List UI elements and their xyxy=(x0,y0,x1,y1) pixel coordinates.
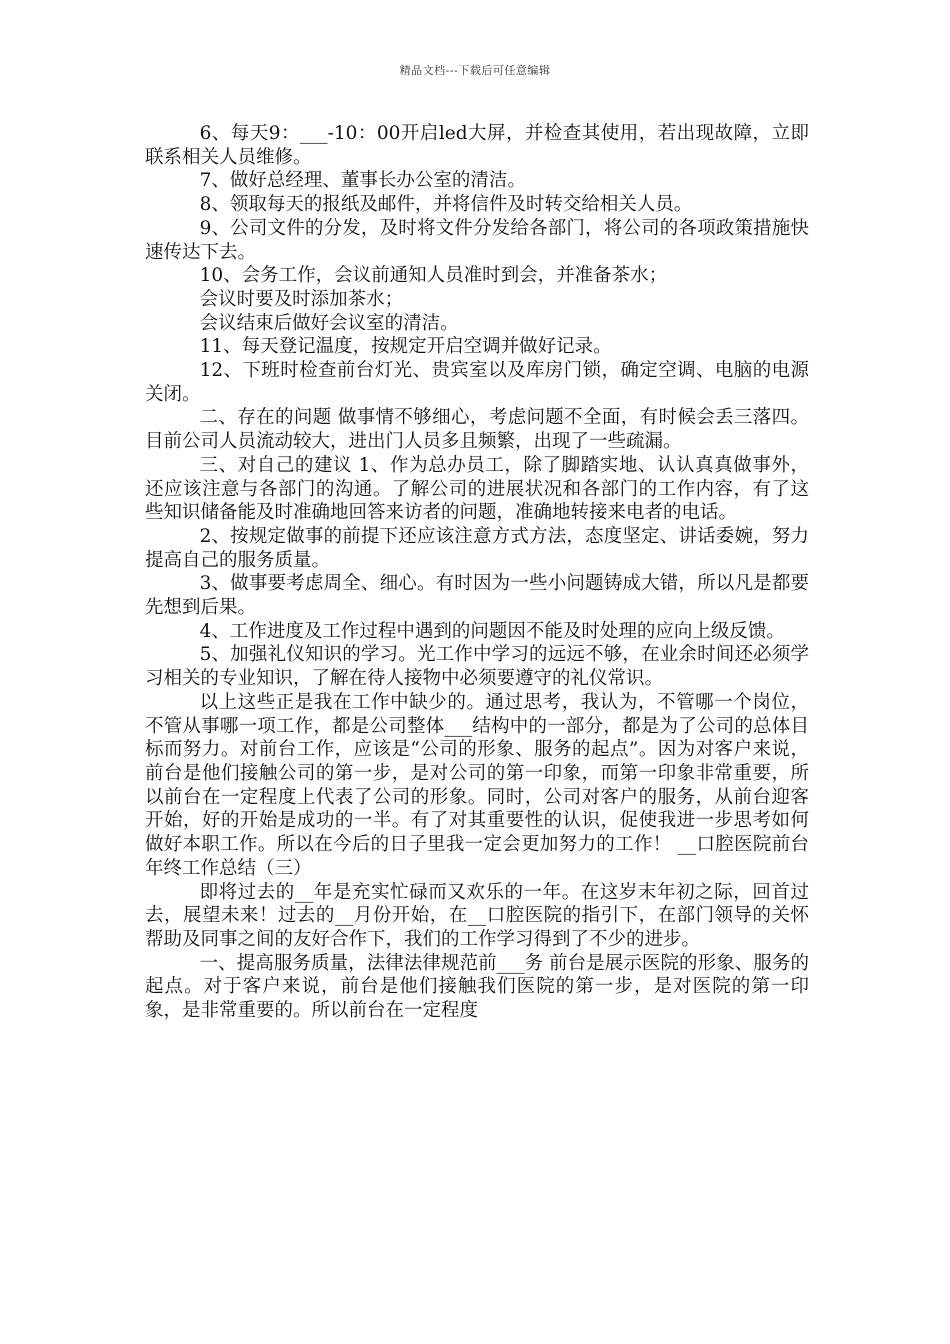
paragraph: 5、加强礼仪知识的学习。光工作中学习的远远不够，在业余时间还必须学习相关的专业知识，了解在待人接物中必须要遵守的礼仪常识。 xyxy=(145,644,809,690)
paragraph: 10、会务工作，会议前通知人员准时到会，并准备茶水； xyxy=(199,265,668,287)
paragraph: 一、提高服务质量，法律法律规范前___务 前台是展示医院的形象、服务的起点。对于客户来说，前台是他们接触我们医院的第一步，是对医院的第一印象，是非常重要的。所以前台在一定程度 xyxy=(145,952,809,1022)
paragraph: 4、工作进度及工作过程中遇到的问题因不能及时处理的应向上级反馈。 xyxy=(199,620,785,642)
paragraph: 7、做好总经理、董事长办公室的清洁。 xyxy=(199,170,526,192)
page-header: 精品文档---下载后可任意编辑 xyxy=(399,64,551,77)
paragraph: 3、做事要考虑周全、细心。有时因为一些小问题铸成大错，所以凡是都要先想到后果。 xyxy=(145,573,809,619)
paragraph: 9、公司文件的分发，及时将文件分发给各部门，将公司的各项政策措施快速传达下去。 xyxy=(145,217,809,263)
document-body xyxy=(145,122,809,1023)
paragraph: 8、领取每天的报纸及邮件，并将信件及时转交给相关人员。 xyxy=(199,194,693,216)
paragraph: 以上这些正是我在工作中缺少的。通过思考，我认为，不管哪一个岗位，不管从事哪一项工作，都是公司整体___结构中的一部分，都是为了公司的总体目标而努力。对前台工作，应该是“公司的形象、服务的起点”。因为对客户来说，前台是他们接触公司的第一步，是对公司的第一印象，而第一印象非常重要，所以前台在一定程度上代表了公司的形象。同时，公司对客户的服务，从前台迎客开始，好的开始是成功的一半。有了对其重要性的认识，促使我进一步思考如何做好本职工作。所以在今后的日子里我一定会更加努力的工作！ __口腔医院前台年终工作总结（三） xyxy=(145,691,809,879)
paragraph: 会议结束后做好会议室的清洁。 xyxy=(199,312,459,334)
paragraph: 二、存在的问题 做事情不够细心，考虑问题不全面，有时候会丢三落四。目前公司人员流动较大，进出门人员多且频繁，出现了一些疏漏。 xyxy=(145,407,809,453)
paragraph: 11、每天登记温度，按规定开启空调并做好记录。 xyxy=(199,336,612,358)
paragraph: 2、按规定做事的前提下还应该注意方式方法，态度坚定、讲话委婉，努力提高自己的服务质量。 xyxy=(145,525,809,571)
paragraph: 12、下班时检查前台灯光、贵宾室以及库房门锁，确定空调、电脑的电源关闭。 xyxy=(145,360,809,405)
paragraph: 三、对自己的建议 1、作为总办员工，除了脚踏实地、认认真真做事外，还应该注意与各部门的沟通。了解公司的进展状况和各部门的工作内容，有了这些知识储备能及时准确地回答来访者的问题，准确地转接来电者的电话。 xyxy=(145,454,809,524)
paragraph: 即将过去的__年是充实忙碌而又欢乐的一年。在这岁末年初之际，回首过去，展望未来！过去的__月份开始，在__口腔医院的指引下，在部门领导的关怀帮助及同事之间的友好合作下，我们的工作学习得到了不少的进步。 xyxy=(145,881,809,950)
paragraph: 6、每天9：___-10：00开启led大屏，并检查其使用，若出现故障，立即联系相关人员维修。 xyxy=(145,123,809,168)
paragraph: 会议时要及时添加茶水； xyxy=(199,288,404,310)
